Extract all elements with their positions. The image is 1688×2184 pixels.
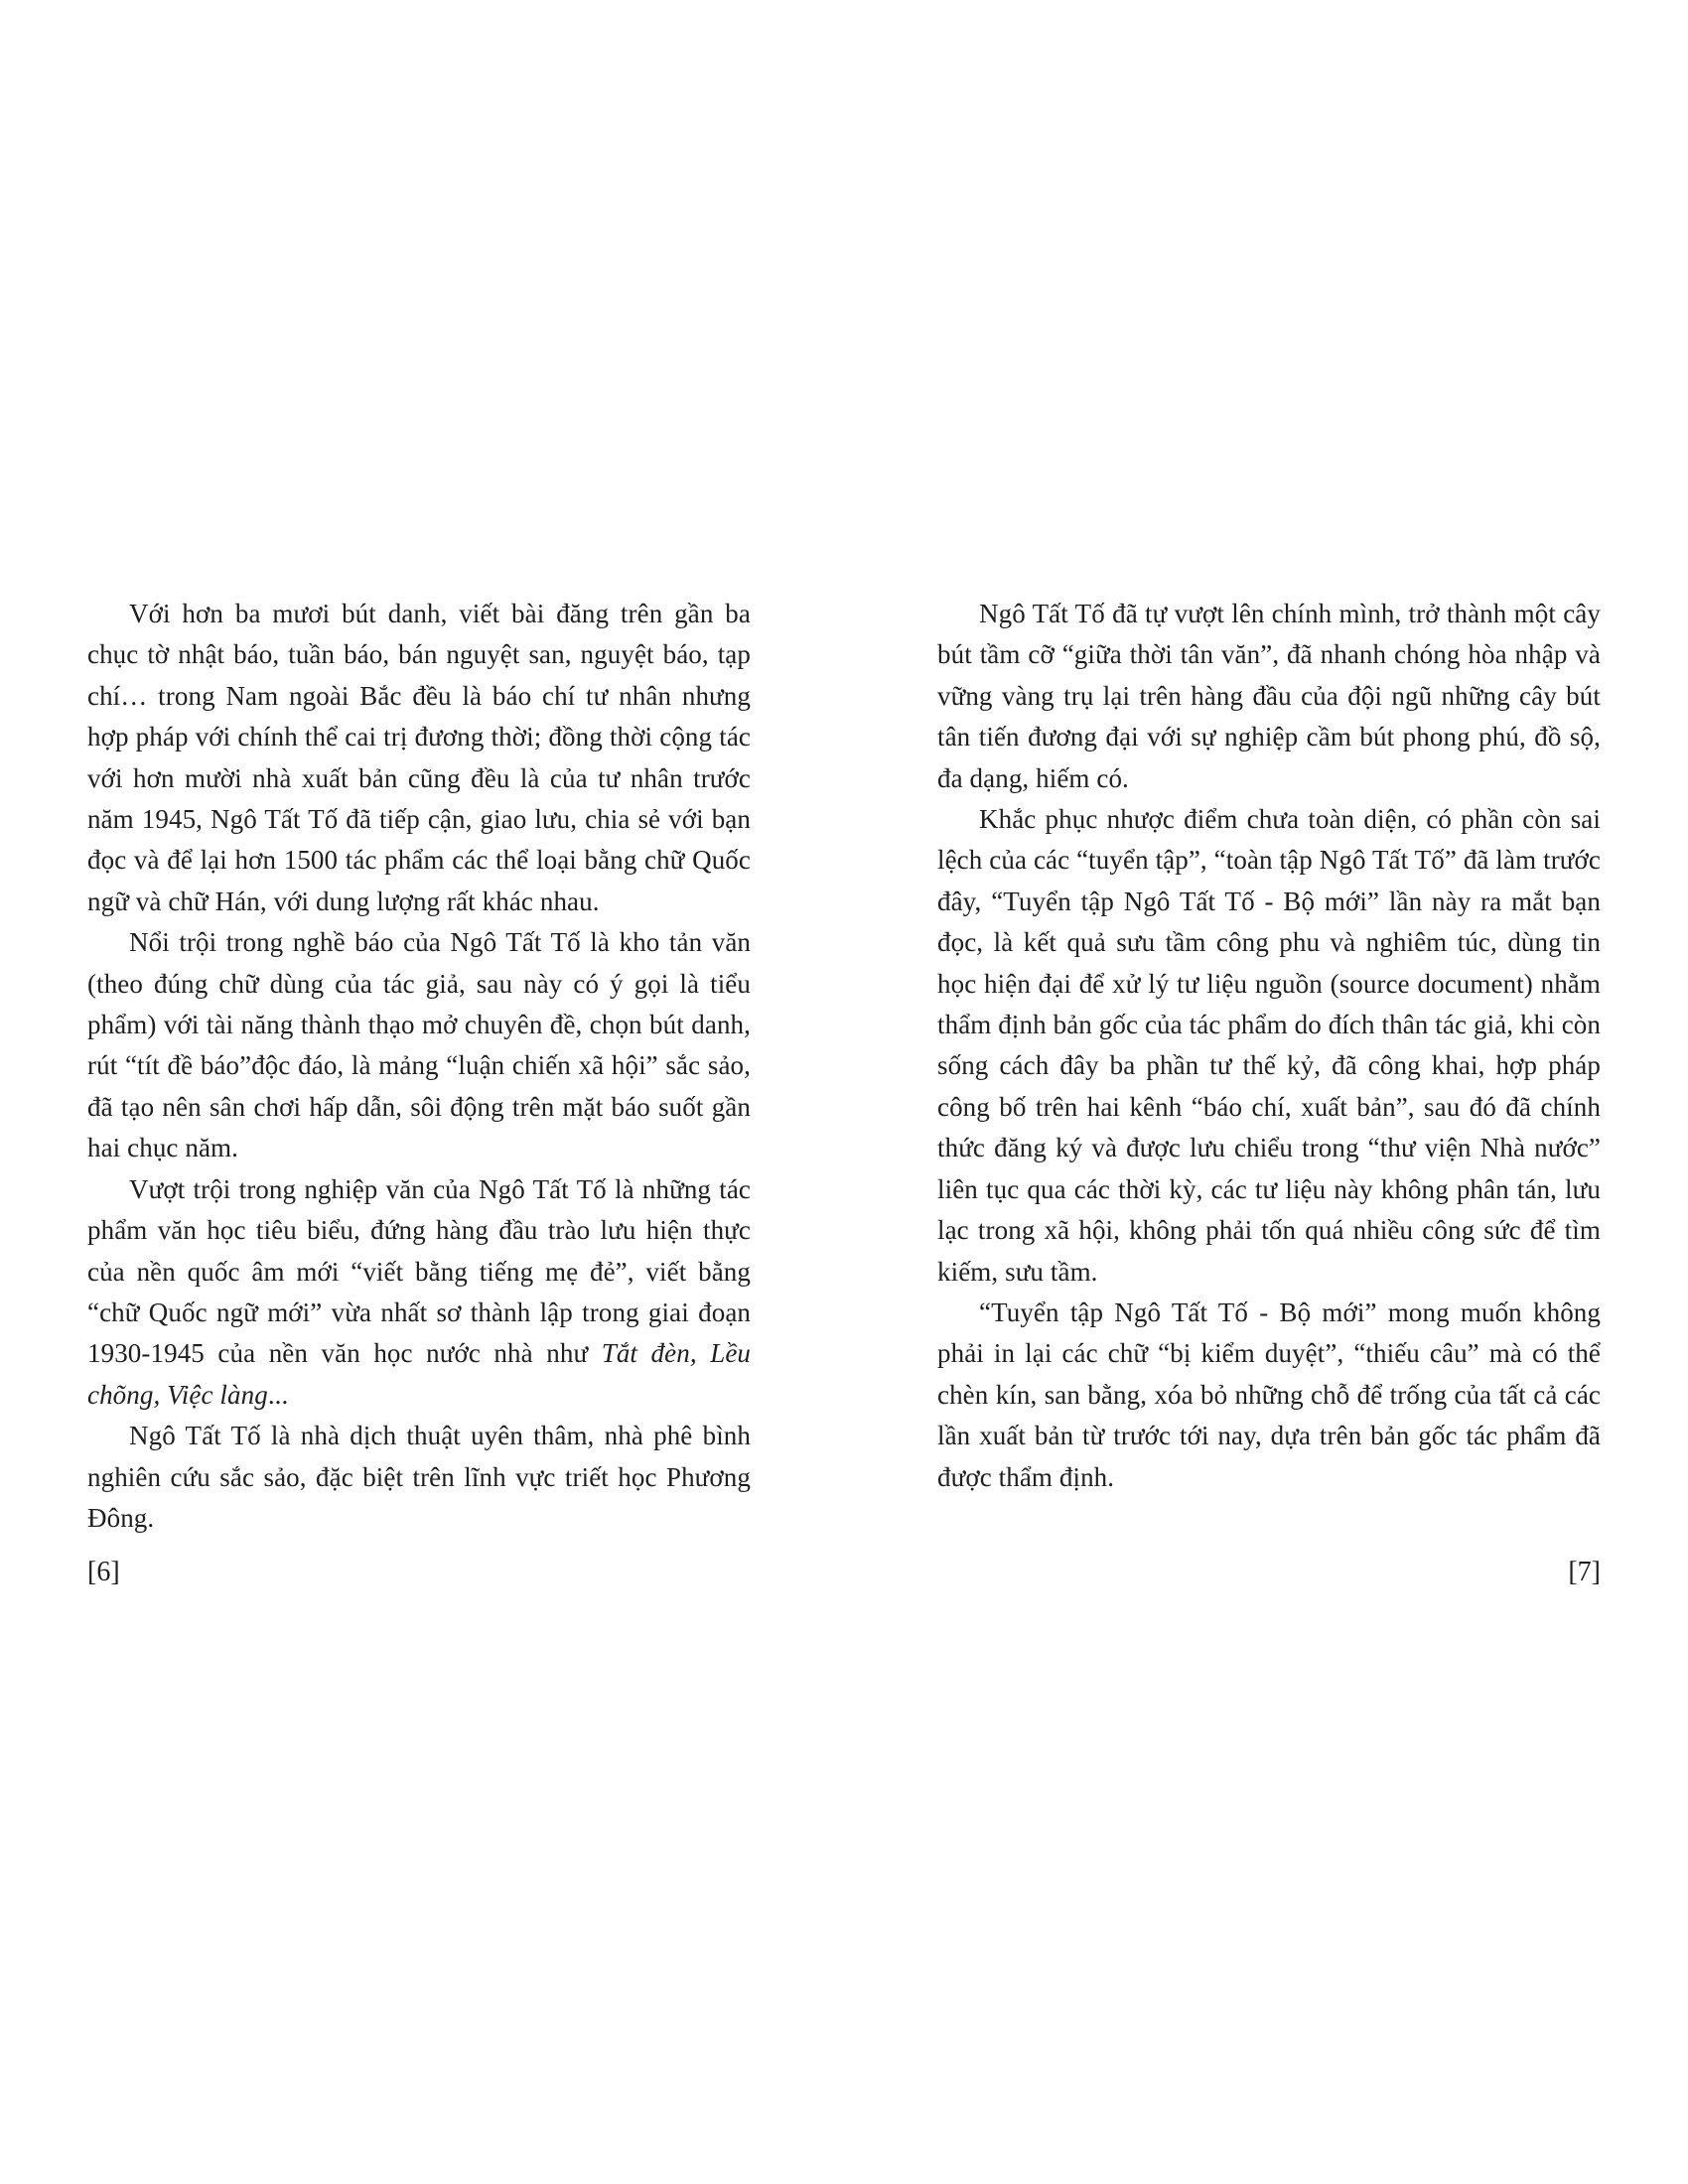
right-page — [844, 0, 1688, 2184]
book-title-italic: Tắt đèn, Lều chõng, — [87, 1338, 751, 1410]
paragraph-with-titles — [87, 1169, 751, 1416]
page-number: [7] — [1568, 1557, 1601, 1587]
paragraph: Ngô Tất Tố đã tự vượt lên chính mình, trở thành một cây bút tầm cỡ “giữa thời tân văn”, đã nhanh chóng hòa nhập và vững vàng trụ lại trên hàng đầu của đội ngũ những cây bút tân tiến đương đại với sự nghiệp cầm bút phong phú, đồ sộ, đa dạng, hiếm có. — [937, 599, 1601, 793]
paragraph: Nổi trội trong nghề báo của Ngô Tất Tố là kho tản văn (theo đúng chữ dùng của tác giả, sau này có ý gọi là tiểu phẩm) với tài năng thành thạo mở chuyên đề, chọn bút danh, rút “tít đề báo”độc đáo, là mảng “luận chiến xã hội” sắc sảo, đã tạo nên sân chơi hấp dẫn, sôi động trên mặt báo suốt gần hai chục năm. — [87, 927, 751, 1163]
book-title-italic: Việc làng — [167, 1379, 268, 1410]
ellipsis: ... — [267, 1379, 289, 1410]
right-page-text — [937, 594, 1601, 1498]
left-page-text — [87, 594, 751, 1539]
paragraph: “Tuyển tập Ngô Tất Tố - Bộ mới” mong muốn không phải in lại các chữ “bị kiểm duyệt”, “thiếu câu” mà có thể chèn kín, san bằng, xóa bỏ những chỗ để trống của tất cả các lần xuất bản từ trước tới nay, dựa trên bản gốc tác phẩm đã được thẩm định. — [937, 1297, 1601, 1492]
page-number: [6] — [87, 1557, 120, 1587]
paragraph: Với hơn ba mươi bút danh, viết bài đăng trên gần ba chục tờ nhật báo, tuần báo, bán nguyệt san, nguyệt báo, tạp chí… trong Nam ngoài Bắc đều là báo chí tư nhân nhưng hợp pháp với chính thể cai trị đương thời; đồng thời cộng tác với hơn mười nhà xuất bản cũng đều là của tư nhân trước năm 1945, Ngô Tất Tố đã tiếp cận, giao lưu, chia sẻ với bạn đọc và để lại hơn 1500 tác phẩm các thể loại bằng chữ Quốc ngữ và chữ Hán, với dung lượng rất khác nhau. — [87, 599, 751, 916]
paragraph-text: Vượt trội trong nghiệp văn của Ngô Tất Tố là những tác phẩm văn học tiêu biểu, đứng hàng đầu trào lưu hiện thực của nền quốc âm mới “viết bằng tiếng mẹ đẻ”, viết bằng “chữ Quốc ngữ mới” vừa nhất sơ thành lập trong giai đoạn 1930-1945 của nền văn học nước nhà như — [87, 1173, 751, 1369]
paragraph: Khắc phục nhược điểm chưa toàn diện, có phần còn sai lệch của các “tuyển tập”, “toàn tập Ngô Tất Tố” đã làm trước đây, “Tuyển tập Ngô Tất Tố - Bộ mới” lần này ra mắt bạn đọc, là kết quả sưu tầm công phu và nghiêm túc, dùng tin học hiện đại để xử lý tư liệu nguồn (source document) nhằm thẩm định bản gốc của tác phẩm do đích thân tác giả, khi còn sống cách đây ba phần tư thế kỷ, đã công khai, hợp pháp công bố trên hai kênh “báo chí, xuất bản”, sau đó đã chính thức đăng ký và được lưu chiểu trong “thư viện Nhà nước” liên tục qua các thời kỳ, các tư liệu này không phân tán, lưu lạc trong xã hội, không phải tốn quá nhiều công sức để tìm kiếm, sưu tầm. — [937, 804, 1601, 1287]
paragraph: Ngô Tất Tố là nhà dịch thuật uyên thâm, nhà phê bình nghiên cứu sắc sảo, đặc biệt trên lĩnh vực triết học Phương Đông. — [87, 1421, 751, 1533]
